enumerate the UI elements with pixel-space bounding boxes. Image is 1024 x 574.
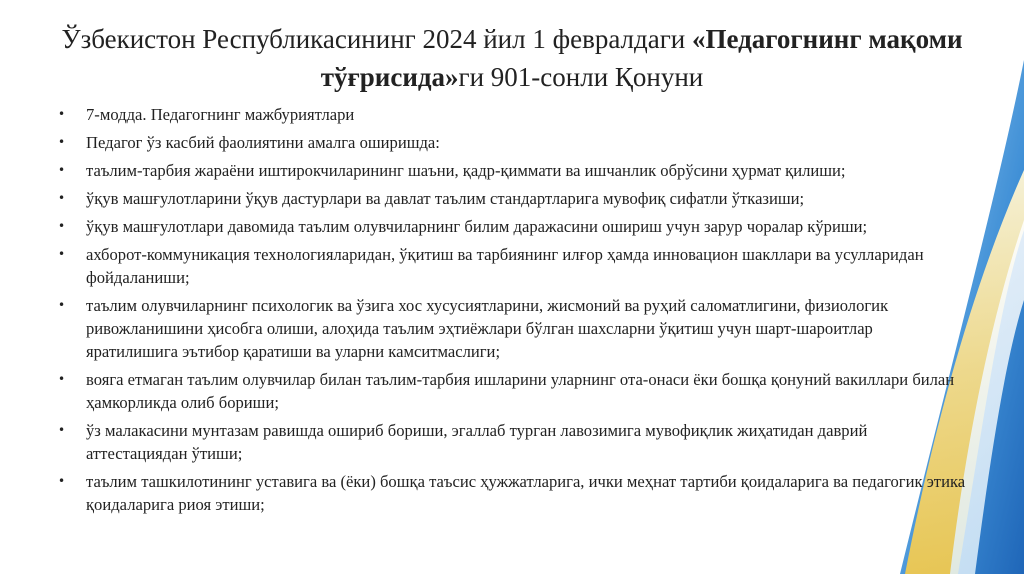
title-text-start: Ўзбекистон Республикасининг 2024 йил 1 февралдаги [61, 24, 693, 54]
bullet-item: • ўз малакасини мунтазам равишда ошириб бориши, эгаллаб турган лавозимига мувофиқлик жиҳатидан даврий аттестациядан ўтиши; [54, 419, 966, 465]
bullet-item: • вояга етмаган таълим олувчилар билан таълим-тарбия ишларини уларнинг ота-онаси ёки бошқа қонуний вакиллари билан ҳамкорликда олиб бориши; [54, 368, 966, 414]
slide-title [40, 20, 984, 96]
bullet-item: • таълим ташкилотининг уставига ва (ёки) бошқа таъсис ҳужжатларига, ички меҳнат тартиби қоидаларига ва педагогик этика қоидаларига риоя этиши; [54, 470, 966, 516]
bullet-item: • таълим олувчиларнинг психологик ва ўзига хос хусусиятларини, жисмоний ва руҳий саломатлигини, физиологик ривожланишини ҳисобга олиши, алоҳида таълим эҳтиёжлари бўлган шахсларни ўқитиш учун шарт-шароитлар яратилишига эътибор қаратиши ва уларни камситмаслиги; [54, 294, 966, 363]
bullet-item: • ўқув машғулотлари давомида таълим олувчиларнинг билим даражасини ошириш учун зарур чоралар кўриши; [54, 215, 966, 238]
bullet-item: • ўқув машғулотларини ўқув дастурлари ва давлат таълим стандартларига мувофиқ сифатли ўтказиши; [54, 187, 966, 210]
bullet-list [54, 103, 966, 521]
bullet-item: • 7-модда. Педагогнинг мажбуриятлари [54, 103, 966, 126]
bullet-item: • ахборот-коммуникация технологияларидан, ўқитиш ва тарбиянинг илғор ҳамда инновацион шакллари ва усулларидан фойдаланиши; [54, 243, 966, 289]
title-text-bold: «Педагогнинг мақоми тўғрисида» [320, 24, 963, 92]
title-text-end: ги 901-сонли Қонуни [458, 62, 704, 92]
bullet-item: • таълим-тарбия жараёни иштирокчиларининг шаъни, қадр-қиммати ва ишчанлик обрўсини ҳурмат қилиши; [54, 159, 966, 182]
bullet-item: • Педагог ўз касбий фаолиятини амалга оширишда: [54, 131, 966, 154]
